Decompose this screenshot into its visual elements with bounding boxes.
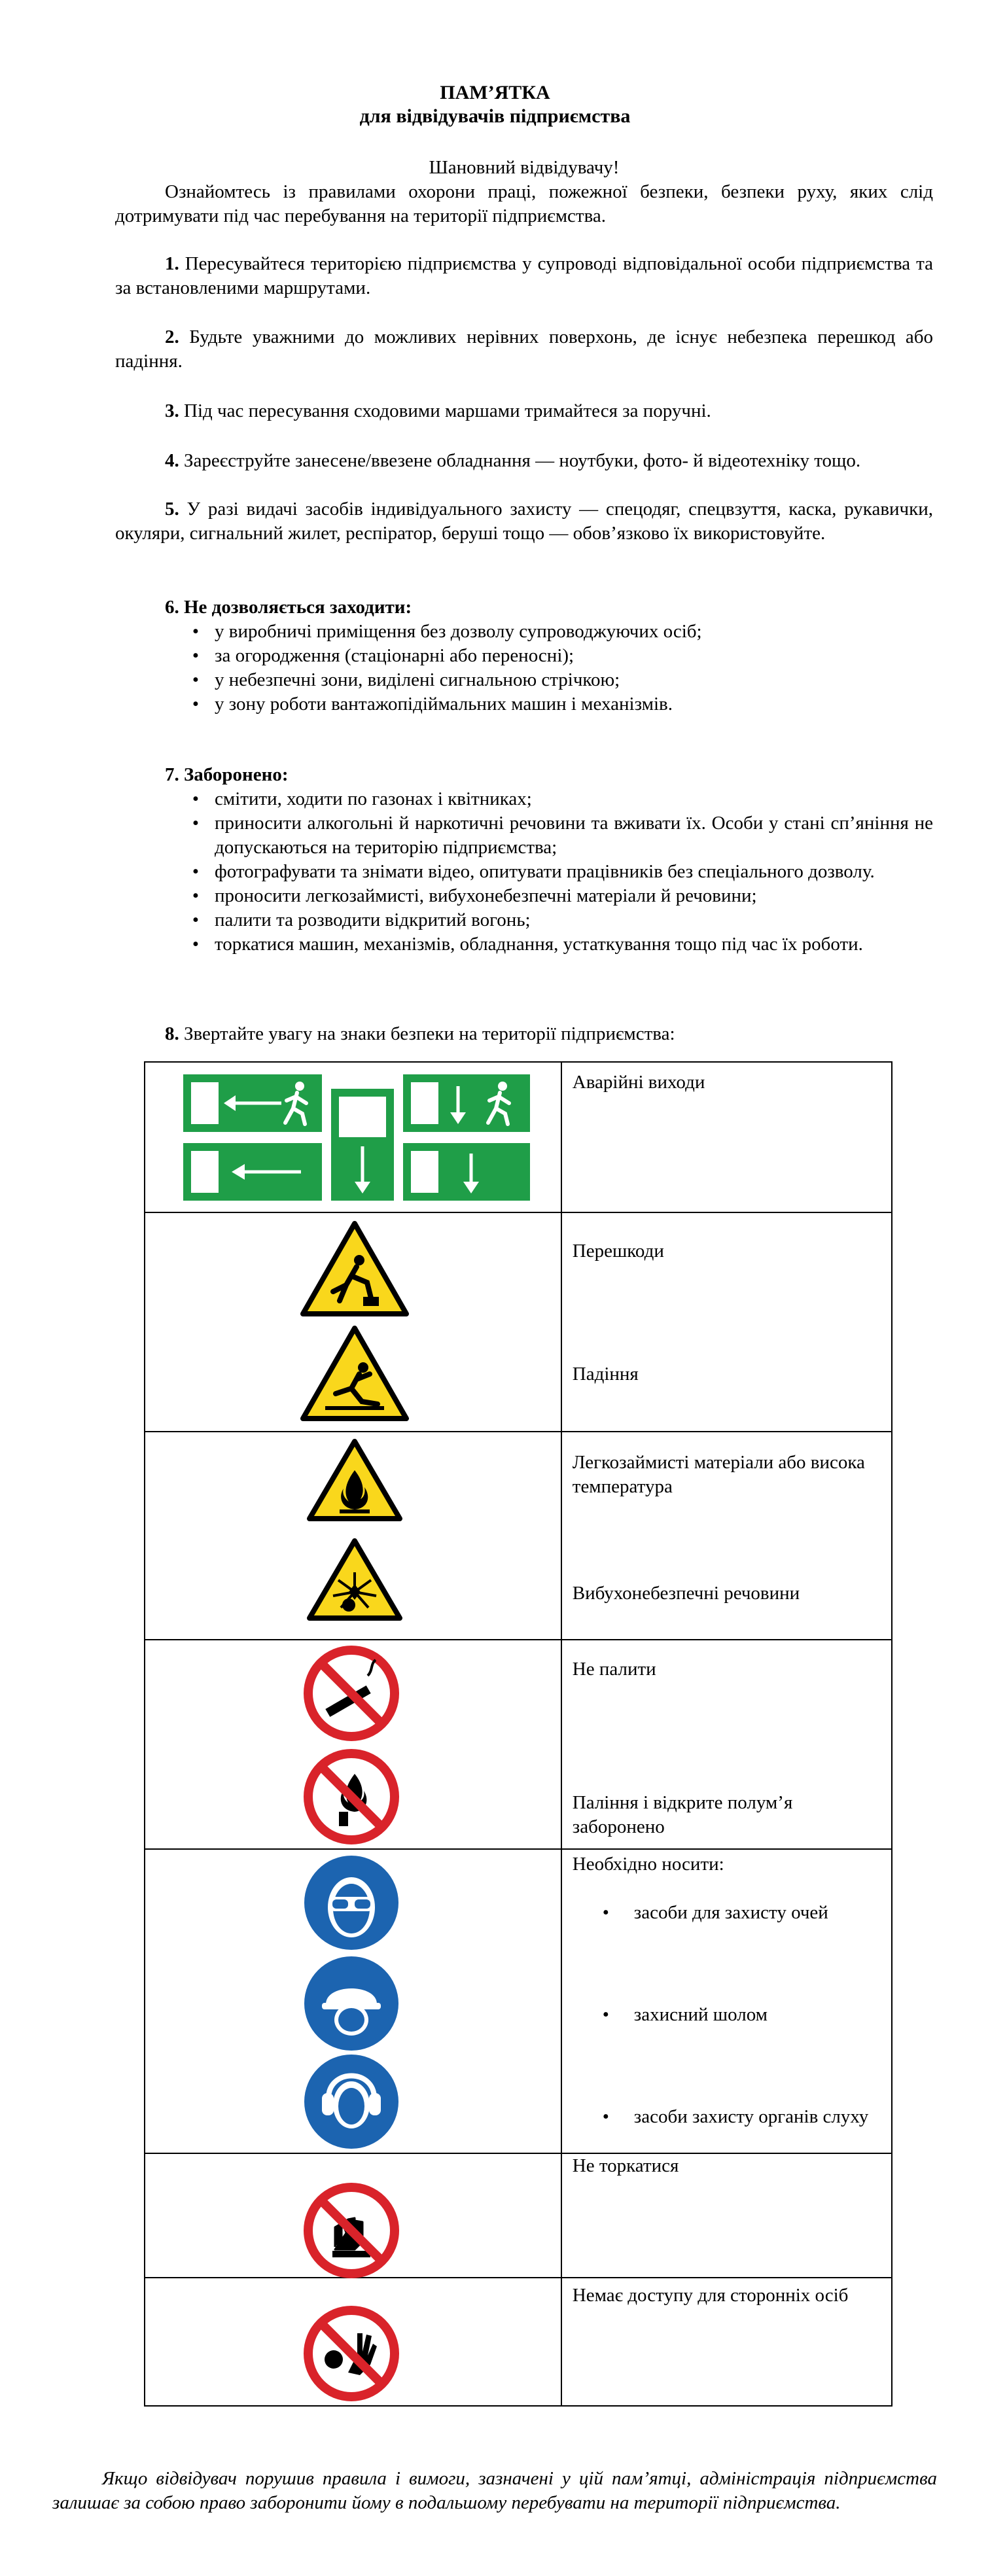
prohibition-labels-cell: [561, 1640, 892, 1849]
eye-protection-icon: [302, 1854, 400, 1952]
sign-label: Падіння: [572, 1364, 639, 1385]
no-touch-sign-cell: [145, 2153, 561, 2278]
rule-text: Звертайте увагу на знаки безпеки на території підприємства:: [179, 1023, 675, 1044]
table-row: [145, 1640, 892, 1849]
list-item: • у небезпечні зони, виділені сигнальною стрічкою;: [165, 668, 933, 692]
table-row: [145, 2153, 892, 2278]
section-6-list: [115, 620, 933, 716]
no-touch-icon: [302, 2181, 400, 2280]
obstacle-warning-icon: [299, 1220, 410, 1318]
rule-number: 2.: [165, 326, 179, 347]
section-6-heading: 6. Не дозволяється заходити:: [165, 597, 412, 618]
no-touch-label-cell: [561, 2153, 892, 2278]
sign-label: Не палити: [572, 1659, 656, 1680]
rule-5: [115, 497, 933, 546]
list-item: • палити та розводити відкритий вогонь;: [165, 908, 933, 932]
explosive-warning-icon: [306, 1537, 404, 1622]
sign-label: Аварійні виходи: [572, 1072, 705, 1093]
rule-2: [115, 325, 933, 374]
list-item: • фотографувати та знімати відео, опитувати працівників без спеціального дозволу.: [165, 860, 933, 884]
table-row: [145, 1849, 892, 2153]
hearing-protection-icon: [302, 2053, 400, 2151]
no-open-flame-icon: [302, 1748, 400, 1846]
list-item: • засоби для захисту очей: [605, 1901, 885, 1925]
list-item: • смітити, ходити по газонах і квітниках;: [165, 787, 933, 811]
rule-text: Під час пересування сходовими маршами тримайтеся за поручні.: [179, 400, 711, 421]
flammable-warning-icon: [306, 1438, 404, 1523]
sign-label: Паління і відкрите полум’я заборонено: [572, 1792, 793, 1837]
greeting: Шановний відвідувачу!: [429, 157, 620, 178]
table-row: [145, 1212, 892, 1432]
hazard-labels-cell: [561, 1432, 892, 1640]
warning-signs-cell: [145, 1212, 561, 1432]
section-7-heading: 7. Заборонено:: [165, 764, 289, 785]
rule-text: У разі видачі засобів індивідуального захисту — спецодяг, спецвзуття, каска, рукавички, окуляри, сигнальний жилет, респіратор, беруші тощо — обов’язково їх використовуйте.: [115, 499, 933, 544]
section-8: [115, 1022, 933, 1046]
emergency-exit-signs-icon: [183, 1074, 530, 1202]
list-item: • за огородження (стаціонарні або переносні);: [165, 644, 933, 668]
no-access-sign-cell: [145, 2278, 561, 2406]
list-item: • засоби захисту органів слуху: [605, 2105, 885, 2129]
table-row: [145, 1432, 892, 1640]
no-access-label-cell: [561, 2278, 892, 2406]
safety-helmet-icon: [302, 1954, 400, 2053]
intro-paragraph: Ознайомтесь із правилами охорони праці, пожежної безпеки, безпеки руху, яких слід дотримувати під час перебування на території підприємства.: [115, 181, 933, 226]
falling-warning-icon: [299, 1324, 410, 1422]
list-item: • у зону роботи вантажопідіймальних машин і механізмів.: [165, 692, 933, 716]
rule-number: 4.: [165, 450, 179, 471]
sign-label: Немає доступу для сторонніх осіб: [572, 2285, 849, 2306]
list-item: • у виробничі приміщення без дозволу супроводжуючих осіб;: [165, 620, 933, 644]
table-row: [145, 1062, 892, 1212]
list-item: • проносити легкозаймисті, вибухонебезпечні матеріали й речовини;: [165, 884, 933, 908]
mandatory-signs-cell: [145, 1849, 561, 2153]
section-7-list: [115, 787, 933, 957]
no-smoking-icon: [302, 1644, 400, 1742]
rule-number: 5.: [165, 499, 179, 520]
sign-label: Перешкоди: [572, 1241, 664, 1262]
sign-label: Вибухонебезпечні речовини: [572, 1583, 800, 1604]
sign-label: Необхідно носити:: [572, 1854, 724, 1875]
sign-label: Легкозаймисті матеріали або висока температура: [572, 1452, 865, 1497]
rule-3: [115, 399, 933, 423]
rule-text: Пересувайтеся територією підприємства у супроводі відповідальної особи підприємства та за встановленими маршрутами.: [115, 253, 933, 298]
rule-1: [115, 252, 933, 300]
exit-signs-label-cell: [561, 1062, 892, 1212]
rule-4: [115, 449, 933, 473]
memo-subtitle: для відвідувачів підприємства: [359, 105, 631, 127]
list-item: • торкатися машин, механізмів, обладнання, устаткування тощо під час їх роботи.: [165, 932, 933, 957]
memo-title: ПАМ’ЯТКА: [440, 82, 550, 103]
table-row: [145, 2278, 892, 2406]
mandatory-labels-cell: [561, 1849, 892, 2153]
exit-signs-cell: [145, 1062, 561, 1212]
warning-labels-cell: [561, 1212, 892, 1432]
rule-text: Будьте уважними до можливих нерівних поверхонь, де існує небезпека перешкод або падіння.: [115, 326, 933, 372]
memo-footer: Якщо відвідувач порушив правила і вимоги, зазначені у цій пам’ятці, адміністрація підприємства залишає за собою право заборонити йому в подальшому перебувати на території підприємства.: [52, 2468, 937, 2513]
rule-number: 3.: [165, 400, 179, 421]
rule-number: 8.: [165, 1023, 179, 1044]
rule-text: Зареєструйте занесене/ввезене обладнання — ноутбуки, фото- й відеотехніку тощо.: [179, 450, 861, 471]
safety-signs-table: [144, 1061, 893, 2407]
hazard-signs-cell: [145, 1432, 561, 1640]
prohibition-signs-cell: [145, 1640, 561, 1849]
no-access-icon: [302, 2304, 400, 2403]
sign-label: Не торкатися: [572, 2155, 679, 2176]
rule-number: 1.: [165, 253, 179, 274]
list-item: • приносити алкогольні й наркотичні речовини та вживати їх. Особи у стані сп’яніння не допускаються на територію підприємства;: [165, 811, 933, 860]
list-item: • захисний шолом: [605, 2003, 885, 2027]
